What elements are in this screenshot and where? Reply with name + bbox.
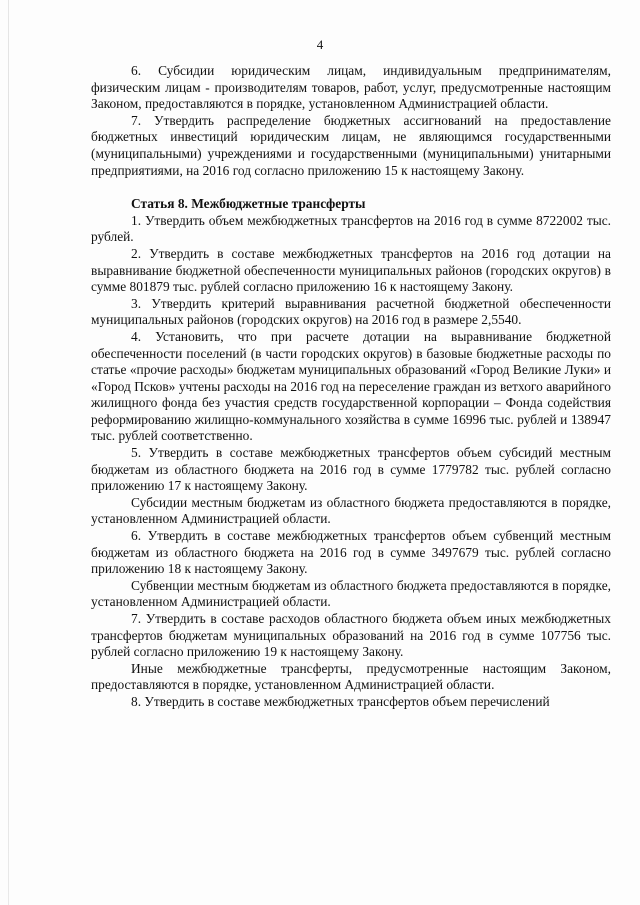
paragraph-article8-5: 5. Утвердить в составе межбюджетных трансфертов объем субсидий местным бюджетам из областного бюджета на 2016 год в сумме 1779782 тыс. рублей согласно приложению 17 к настоящему Закону.: [91, 445, 611, 494]
paragraph-subsidies-procedure: Субсидии местным бюджетам из областного бюджета предоставляются в порядке, установленном Администрацией области.: [91, 494, 611, 527]
paragraph-article8-2: 2. Утвердить в составе межбюджетных трансфертов на 2016 год дотации на выравнивание бюджетной обеспеченности муниципальных районов (городских округов) в сумме 801879 тыс. рублей согласно приложению 16 к настоящему Закону.: [91, 245, 611, 295]
paragraph-article8-4: 4. Установить, что при расчете дотации на выравнивание бюджетной обеспеченности поселений (в части городских округов) в базовые бюджетные расходы по статье «прочие расходы» бюджетам муниципальных образований «Город Великие Луки» и «Город Псков» учтены расходы на 2016 год на переселение граждан из ветхого аварийного жилищного фонда без участия средств государственной корпорации – Фонда содействия реформированию жилищно-коммунального хозяйства в сумме 16996 тыс. рублей и 138947 тыс. рублей соответственно.: [91, 328, 611, 444]
paragraph-investments-7: 7. Утвердить распределение бюджетных ассигнований на предоставление бюджетных инвестиций юридическим лицам, не являющимся государственными (муниципальными) учреждениями и государственными (муниципальными) унитарными предприятиями, на 2016 год согласно приложению 15 к настоящему Закону.: [91, 112, 611, 178]
paragraph-article8-8: 8. Утвердить в составе межбюджетных трансфертов объем перечислений: [131, 693, 550, 709]
article-8-heading: Статья 8. Межбюджетные трансферты: [131, 196, 366, 212]
paragraph-article8-6: 6. Утвердить в составе межбюджетных трансфертов объем субвенций местным бюджетам из областного бюджета на 2016 год в сумме 3497679 тыс. рублей согласно приложению 18 к настоящему Закону.: [91, 528, 611, 577]
paragraph-article8-1: 1. Утвердить объем межбюджетных трансфертов на 2016 год в сумме 8722002 тыс. рублей.: [91, 212, 611, 245]
paragraph-subventions-procedure: Субвенции местным бюджетам из областного бюджета предоставляются в порядке, установленном Администрацией области.: [91, 577, 611, 610]
scan-edge-line: [8, 0, 9, 905]
page-number: 4: [316, 37, 324, 52]
paragraph-subsidies-6: 6. Субсидии юридическим лицам, индивидуальным предпринимателям, физическим лицам - производителям товаров, работ, услуг, предусмотренные настоящим Законом, предоставляются в порядке, установленном Администрацией области.: [91, 63, 611, 112]
paragraph-article8-3: 3. Утвердить критерий выравнивания расчетной бюджетной обеспеченности муниципальных районов (городских округов) на 2016 год в размере 2,5540.: [91, 295, 611, 328]
document-body: [91, 63, 611, 711]
paragraph-other-transfers-procedure: Иные межбюджетные трансферты, предусмотренные настоящим Законом, предоставляются в порядке, установленном Администрацией области.: [91, 660, 611, 693]
paragraph-article8-7: 7. Утвердить в составе расходов областного бюджета объем иных межбюджетных трансфертов бюджетам муниципальных образований на 2016 год в сумме 107756 тыс. рублей согласно приложению 19 к настоящему Закону.: [91, 611, 611, 660]
